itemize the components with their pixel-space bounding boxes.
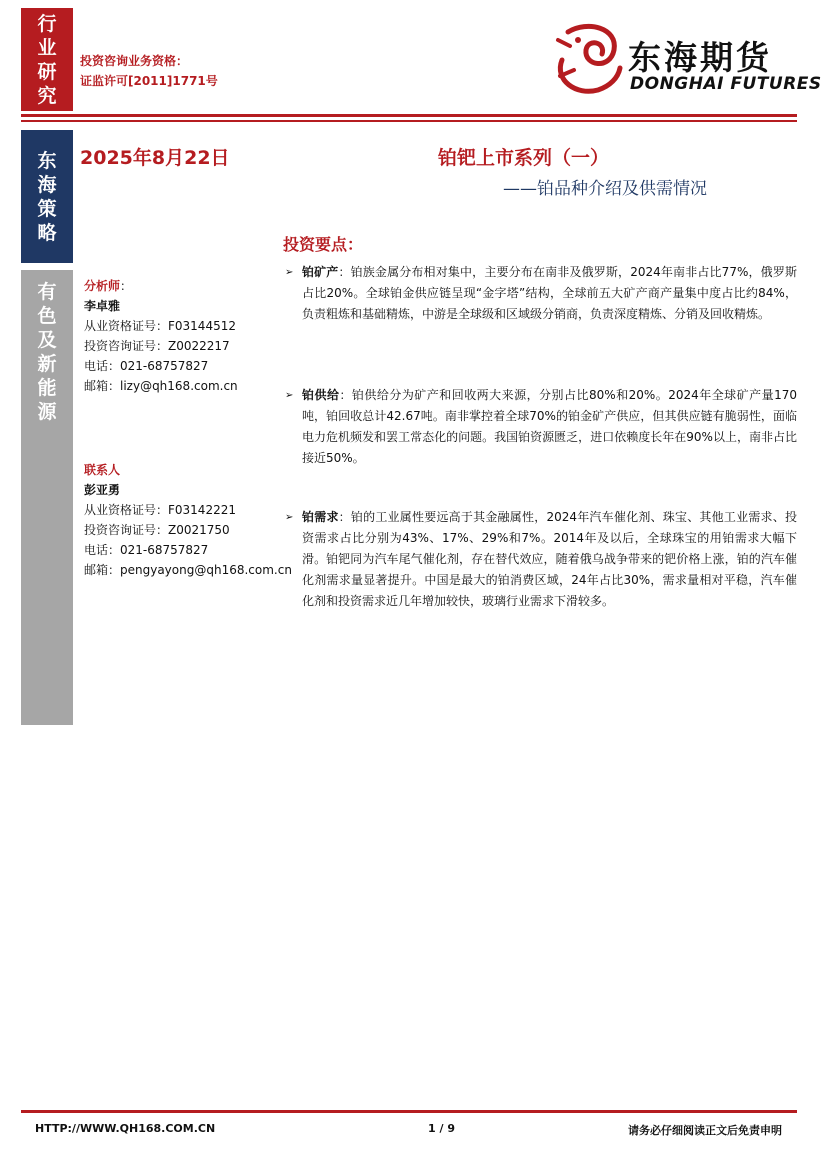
analyst-advisory: 投资咨询证号：Z0022217	[84, 339, 230, 353]
key-point-item	[285, 262, 797, 325]
arrow-bullet-icon: ➢	[285, 512, 294, 523]
category-char: 研	[37, 60, 57, 83]
report-date: 2025年8月22日	[80, 147, 230, 169]
key-point-text: ：铂供给分为矿产和回收两大来源，分别占比80%和20%。2024年全球矿产量170吨，铂回收总计42.67吨。南非掌控着全球70%的铂金矿产供应，但其供应链有脆弱性，面临电力危机频发和罢工常态化的问题。我国铂资源匮乏，进口依赖度长年在90%以上，南非占比接近50%。	[302, 388, 797, 465]
key-point-term: 铂供给	[302, 388, 340, 402]
category-tab	[21, 8, 73, 111]
contact-phone: 电话：021-68757827	[84, 543, 209, 557]
header-rule-thin	[21, 120, 797, 122]
report-subtitle: ——铂品种介绍及供需情况	[503, 179, 707, 199]
dragon-logo-icon	[548, 20, 626, 100]
header-rule	[21, 114, 797, 117]
sector-char: 能	[37, 377, 57, 399]
contact-heading: 联系人	[84, 463, 121, 477]
category-char: 行	[37, 12, 57, 35]
analyst-block	[84, 276, 238, 396]
contact-name: 彭亚勇	[84, 483, 121, 497]
strategy-char: 海	[37, 173, 57, 196]
key-point-item	[285, 507, 797, 612]
analyst-license: 从业资格证号：F03144512	[84, 319, 236, 333]
sector-char: 色	[37, 305, 57, 327]
analyst-email[interactable]: 邮箱：lizy@qh168.com.cn	[84, 379, 238, 393]
sector-char: 有	[37, 281, 57, 303]
analyst-name: 李卓雅	[84, 299, 121, 313]
arrow-bullet-icon: ➢	[285, 267, 294, 278]
strategy-char: 策	[37, 197, 57, 220]
analyst-heading: 分析师	[84, 279, 121, 293]
strategy-tab	[21, 130, 73, 263]
sector-char: 源	[37, 401, 57, 423]
footer-rule	[21, 1110, 797, 1113]
key-point-term: 铂需求	[302, 510, 339, 524]
page-number: 1 / 9	[428, 1122, 455, 1135]
contact-block	[84, 460, 292, 580]
strategy-char: 东	[37, 149, 57, 172]
qualification-label: 投资咨询业务资格：	[80, 54, 189, 68]
key-point-item	[285, 385, 797, 469]
key-point-term: 铂矿产	[302, 265, 339, 279]
contact-license: 从业资格证号：F03142221	[84, 503, 236, 517]
contact-email[interactable]: 邮箱：pengyayong@qh168.com.cn	[84, 563, 292, 577]
analyst-phone: 电话：021-68757827	[84, 359, 209, 373]
logo-english: DONGHAI FUTURES	[630, 74, 822, 94]
strategy-char: 略	[37, 221, 57, 244]
analyst-heading-colon: ：	[120, 279, 133, 293]
key-point-text: ：铂族金属分布相对集中，主要分布在南非及俄罗斯，2024年南非占比77%，俄罗斯占比20%。全球铂金供应链呈现“金字塔”结构，全球前五大矿产商产量集中度占比约84%，负责粗炼和基础精炼，中游是全球级和区域级分销商，负责深度精炼、分销及回收精炼。	[302, 265, 797, 321]
category-char: 究	[37, 84, 57, 107]
footer-url-link[interactable]: HTTP://WWW.QH168.COM.CN	[35, 1122, 216, 1135]
footer-disclaimer: 请务必仔细阅读正文后免责申明	[628, 1124, 782, 1137]
report-title: 铂钯上市系列（一）	[438, 147, 610, 169]
sector-char: 及	[37, 329, 57, 351]
qualification-license: 证监许可[2011]1771号	[80, 74, 218, 88]
sector-char: 新	[37, 353, 57, 375]
sector-tab	[21, 270, 73, 725]
contact-advisory: 投资咨询证号：Z0021750	[84, 523, 230, 537]
category-char: 业	[37, 36, 57, 59]
logo-text: 东海期货	[628, 38, 772, 77]
key-points-heading: 投资要点：	[283, 235, 364, 254]
key-point-text: ：铂的工业属性要远高于其金融属性，2024年汽车催化剂、珠宝、其他工业需求、投资需求占比分别为43%、17%、29%和7%。2014年及以后，全球珠宝的用铂需求大幅下滑。铂钯同为汽车尾气催化剂，存在替代效应，随着俄乌战争带来的钯价格上涨，铂的汽车催化剂需求量显著提升。中国是最大的铂消费区域，24年占比30%，需求量相对平稳，汽车催化剂和投资需求近几年增加较快，玻璃行业需求下滑较多。	[302, 510, 797, 608]
arrow-bullet-icon: ➢	[285, 390, 294, 401]
